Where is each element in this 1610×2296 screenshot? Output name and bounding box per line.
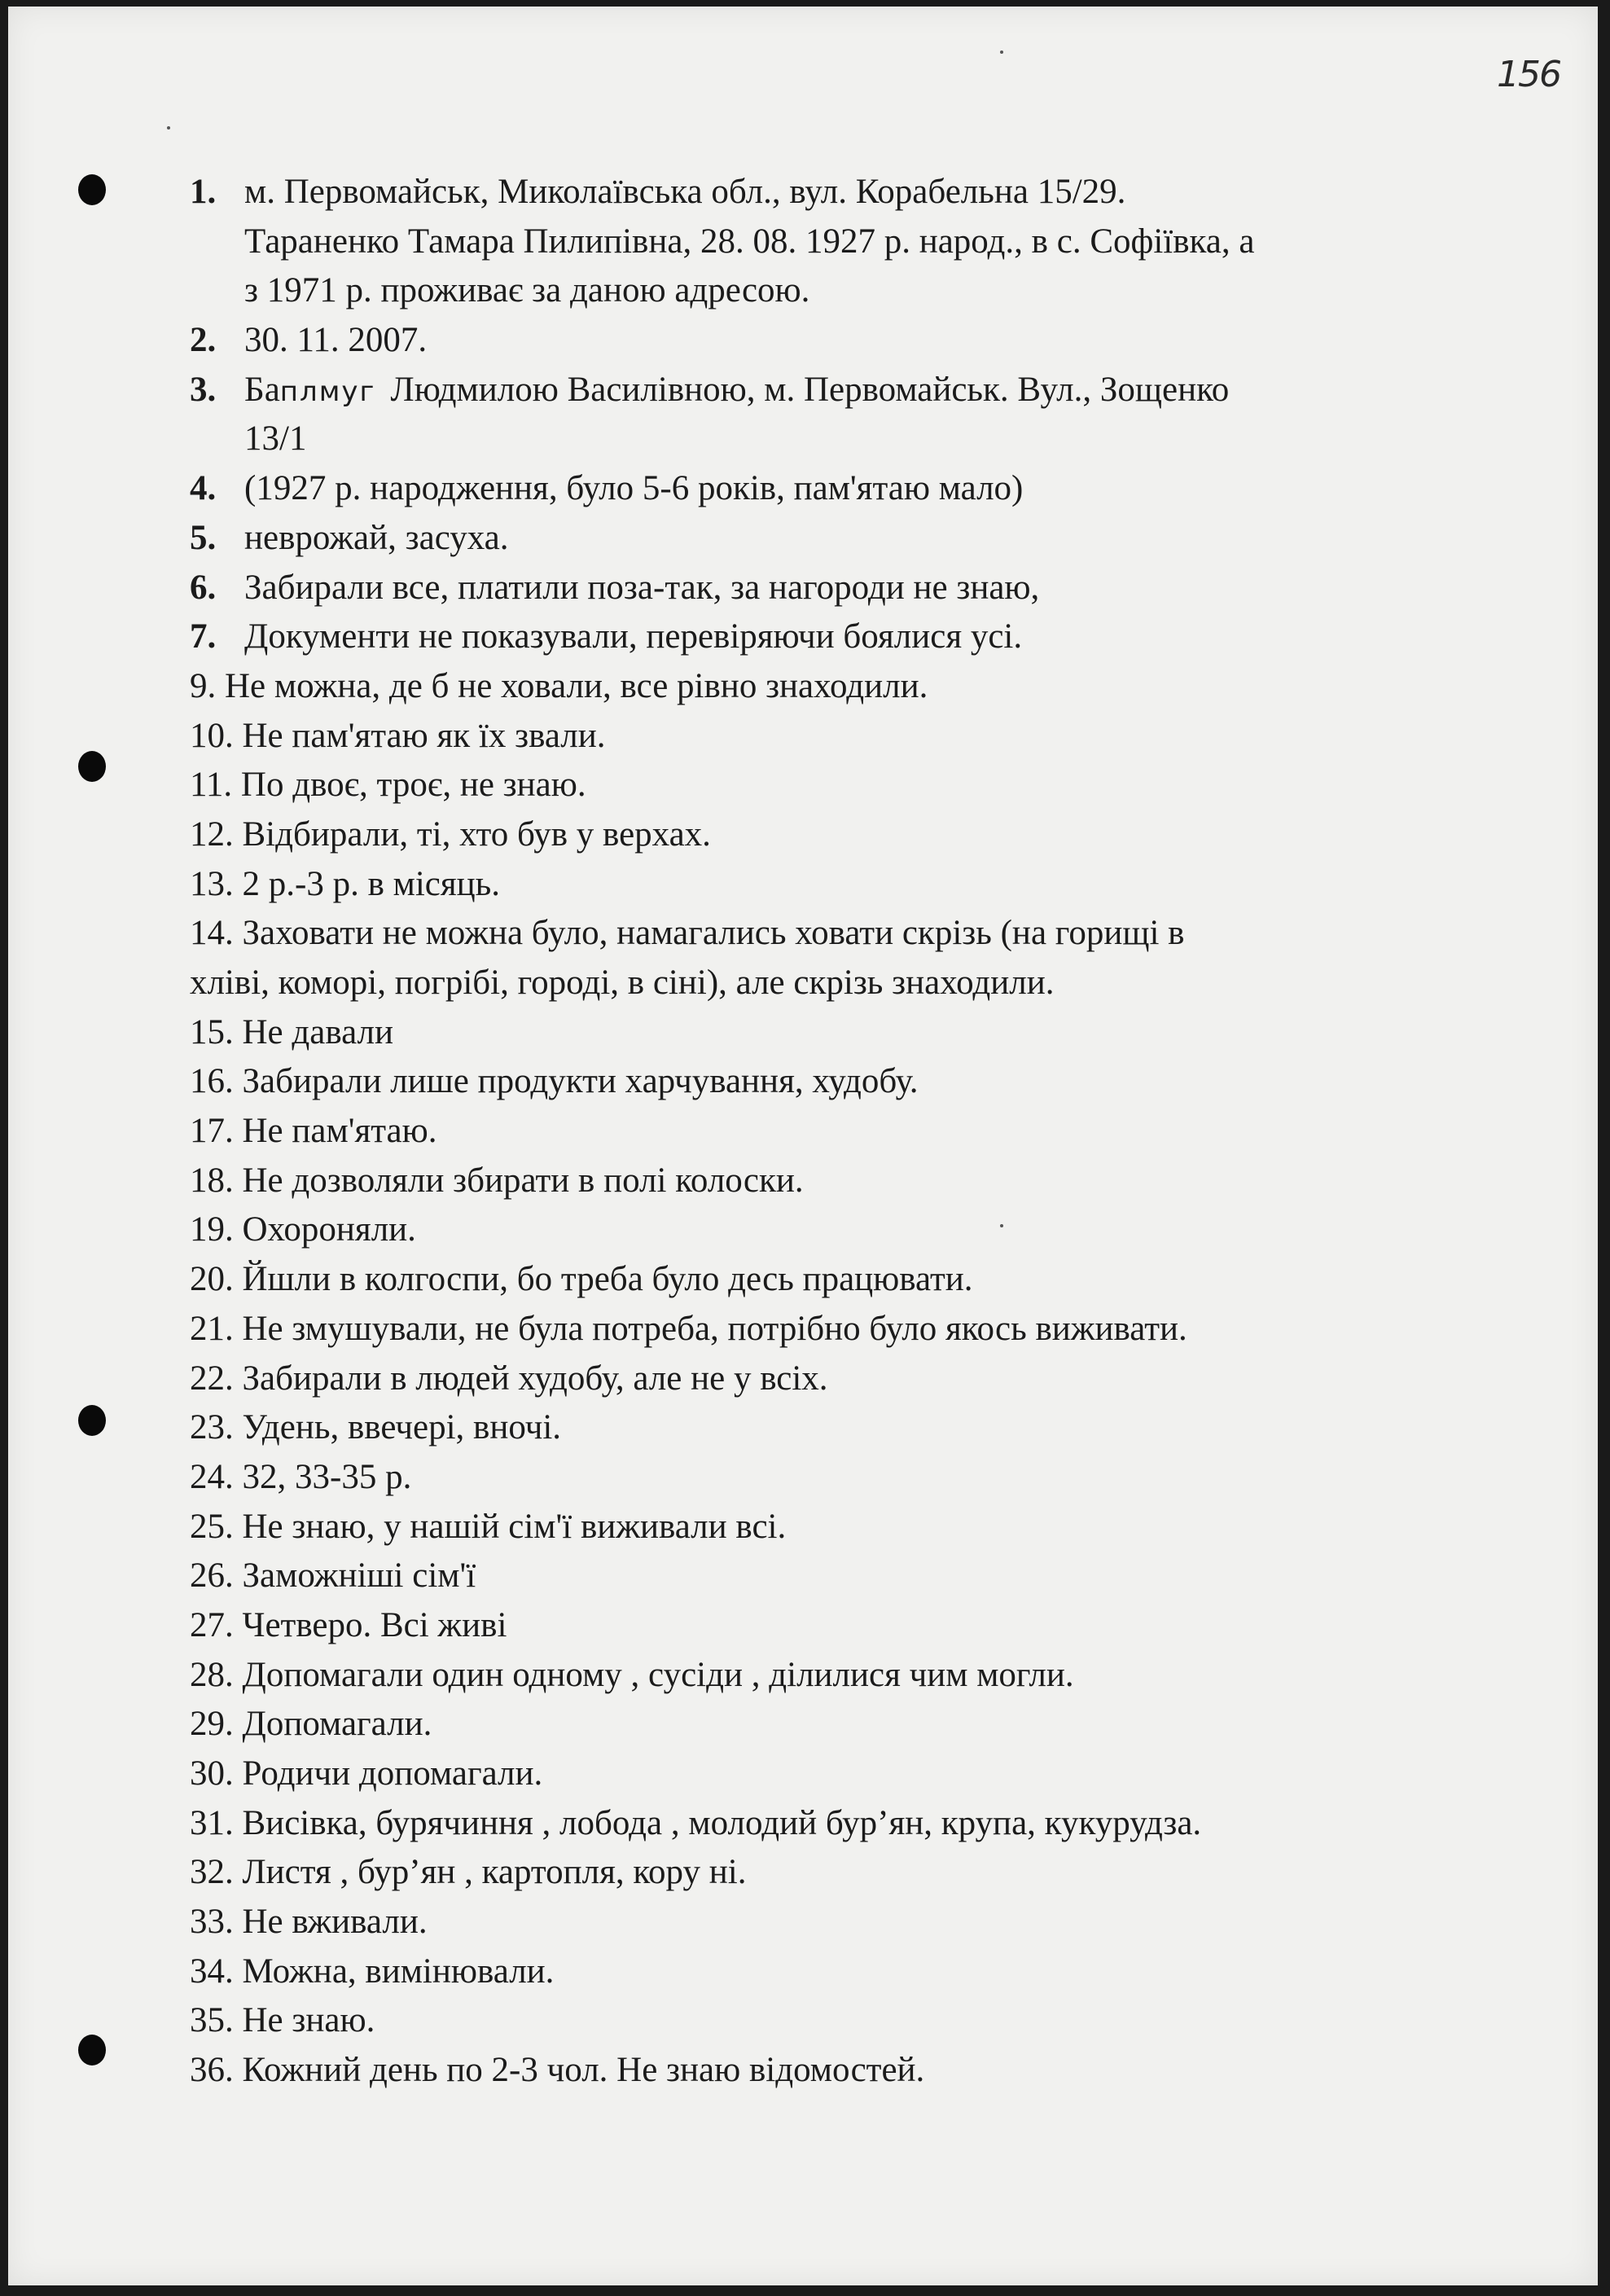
item-number: 10.: [190, 716, 234, 755]
item-number: 5.: [190, 518, 217, 557]
list-item: [190, 1503, 1525, 1552]
item-number: 22.: [190, 1359, 234, 1398]
item-number: 16.: [190, 1062, 234, 1101]
item-text: Не пам'ятаю як їх звали.: [242, 716, 606, 755]
item-text: Не дозволяли збирати в полі колоски.: [242, 1161, 804, 1200]
list-item: [190, 168, 1525, 316]
handwritten-surname: плмуг: [279, 375, 376, 408]
list-item: [190, 761, 1525, 810]
item-number: 27.: [190, 1605, 234, 1644]
item-text: Не можна, де б не ховали, все рівно знаходили.: [225, 666, 928, 705]
item-text: Забирали лише продукти харчування, худобу.: [242, 1062, 919, 1101]
paper-speck: [167, 126, 170, 130]
punch-hole: [78, 751, 106, 782]
item-number: 6.: [190, 568, 217, 607]
list-item: [190, 464, 1525, 514]
item-text: Заможніші сім'ї: [242, 1556, 476, 1596]
item-number: 18.: [190, 1161, 234, 1200]
item-text: Не пам'ятаю.: [242, 1112, 437, 1151]
list-item: [190, 662, 1525, 712]
item-text: Відбирали, ті, хто був у верхах.: [242, 814, 711, 854]
item-number: 32.: [190, 1853, 234, 1892]
list-item: [190, 1157, 1525, 1206]
list-item: [190, 514, 1525, 564]
item-text: Баплмуг Людмилою Василівною, м. Первомайськ. Вул., Зощенко 13/1: [190, 366, 1525, 464]
item-text: Допомагали один одному , сусіди , ділилися чим могли.: [242, 1655, 1074, 1694]
item-number: 21.: [190, 1309, 234, 1348]
item-text: Забирали все, платили поза-так, за нагороди не знаю,: [244, 568, 1040, 607]
list-item: [190, 564, 1525, 613]
item-number: 30.: [190, 1754, 234, 1793]
item-number: 33.: [190, 1903, 234, 1942]
item-text: Не знаю.: [242, 2001, 375, 2040]
item-text: м. Первомайськ, Миколаївська обл., вул. Корабельна 15/29. Тараненко Тамара Пилипівна, 28. 08. 1927 р. народ., в с. Софіївка, а з 1971 р. проживає за даною адресою.: [244, 173, 1255, 310]
item-number: 34.: [190, 1951, 234, 1991]
item-number: 3.: [190, 370, 217, 409]
list-item: [190, 1799, 1525, 1849]
item-text: Кожний день по 2-3 чол. Не знаю відомостей.: [242, 2051, 925, 2090]
list-item: [190, 1601, 1525, 1651]
list-item: [190, 909, 1525, 1008]
item-text: По двоє, троє, не знаю.: [240, 766, 586, 805]
list-item: [190, 712, 1525, 762]
item-number: 31.: [190, 1803, 234, 1842]
item-text: Не давали: [242, 1012, 394, 1051]
item-text: Можна, вимінювали.: [242, 1951, 555, 1991]
item-number: 13.: [190, 864, 234, 903]
item-number: 2.: [190, 321, 217, 360]
item-number: 19.: [190, 1210, 234, 1249]
list-item: [190, 1305, 1525, 1354]
item-text: Четверо. Всі живі: [242, 1605, 507, 1644]
list-item: [190, 1205, 1525, 1255]
punch-hole: [78, 1405, 106, 1436]
punch-hole: [78, 174, 106, 205]
item-number: 28.: [190, 1655, 234, 1694]
item-text: Йшли в колгоспи, бо треба було десь працювати.: [242, 1260, 973, 1299]
item-text: 2 р.-3 р. в місяць.: [242, 864, 501, 903]
list-item: [190, 1403, 1525, 1453]
item-number: 11.: [190, 766, 233, 805]
item-text: Забирали в людей худобу, але не у всіх.: [242, 1359, 828, 1398]
list-item: [190, 1700, 1525, 1749]
item-number: 24.: [190, 1457, 234, 1496]
item-number: 23.: [190, 1408, 234, 1447]
item-number: 15.: [190, 1012, 234, 1051]
item-number: 20.: [190, 1260, 234, 1299]
item-number: 7.: [190, 617, 217, 656]
questionnaire-answers: [190, 168, 1525, 2096]
item-prefix: Ба: [244, 370, 280, 409]
list-item: [190, 1848, 1525, 1898]
item-text: Заховати не можна було, намагались ховати скрізь (на горищі в: [242, 914, 1185, 953]
item-text: неврожай, засуха.: [244, 518, 509, 557]
list-item: [190, 1552, 1525, 1601]
item-text: Висівка, бурячиння , лобода , молодий бур’ян, крупа, кукурудза.: [242, 1803, 1202, 1842]
list-item: [190, 1354, 1525, 1404]
item-text: Удень, ввечері, вночі.: [242, 1408, 562, 1447]
item-number: 36.: [190, 2051, 234, 2090]
list-item: [190, 1008, 1525, 1058]
item-number: 17.: [190, 1112, 234, 1151]
item-text: Не змушували, не була потреба, потрібно було якось виживати.: [242, 1309, 1187, 1348]
item-text: 32, 33-35 р.: [242, 1457, 412, 1496]
item-text: Родичи допомагали.: [242, 1754, 543, 1793]
list-item: [190, 1749, 1525, 1799]
item-text: 30. 11. 2007.: [244, 321, 428, 360]
list-item: [190, 316, 1525, 366]
item-text: Допомагали.: [242, 1705, 432, 1744]
list-item: [190, 1453, 1525, 1503]
paper-speck: [1000, 50, 1003, 54]
item-text: (1927 р. народження, було 5-6 років, пам'ятаю мало): [244, 469, 1024, 508]
list-item: [190, 1651, 1525, 1701]
list-item: [190, 810, 1525, 860]
list-item: [190, 1996, 1525, 2046]
list-item: [190, 860, 1525, 910]
item-number: 9.: [190, 666, 217, 705]
item-number: 4.: [190, 469, 217, 508]
item-text: Листя , бур’ян , картопля, кору ні.: [242, 1853, 747, 1892]
item-text-continuation: хліві, коморі, погрібі, городі, в сіні), але скрізь знаходили.: [190, 964, 1055, 1002]
item-number: 12.: [190, 814, 234, 854]
list-item: [190, 366, 1525, 464]
item-number: 25.: [190, 1507, 234, 1546]
page-number: 156: [1497, 54, 1560, 95]
list-item: [190, 1107, 1525, 1157]
item-text: Не знаю, у нашій сім'ї виживали всі.: [242, 1507, 787, 1546]
list-item: [190, 1898, 1525, 1947]
item-number: 35.: [190, 2001, 234, 2040]
punch-hole: [78, 2035, 106, 2066]
item-number: 29.: [190, 1705, 234, 1744]
list-item: [190, 612, 1525, 662]
item-number: 14.: [190, 914, 234, 953]
list-item: [190, 1057, 1525, 1107]
list-item: [190, 2046, 1525, 2096]
item-number: 1.: [190, 173, 217, 211]
list-item: [190, 1947, 1525, 1997]
item-text: Не вживали.: [242, 1903, 428, 1942]
item-text: Охороняли.: [242, 1210, 416, 1249]
item-text: Документи не показували, перевіряючи боялися усі.: [244, 617, 1023, 656]
item-number: 26.: [190, 1556, 234, 1596]
list-item: [190, 1255, 1525, 1305]
